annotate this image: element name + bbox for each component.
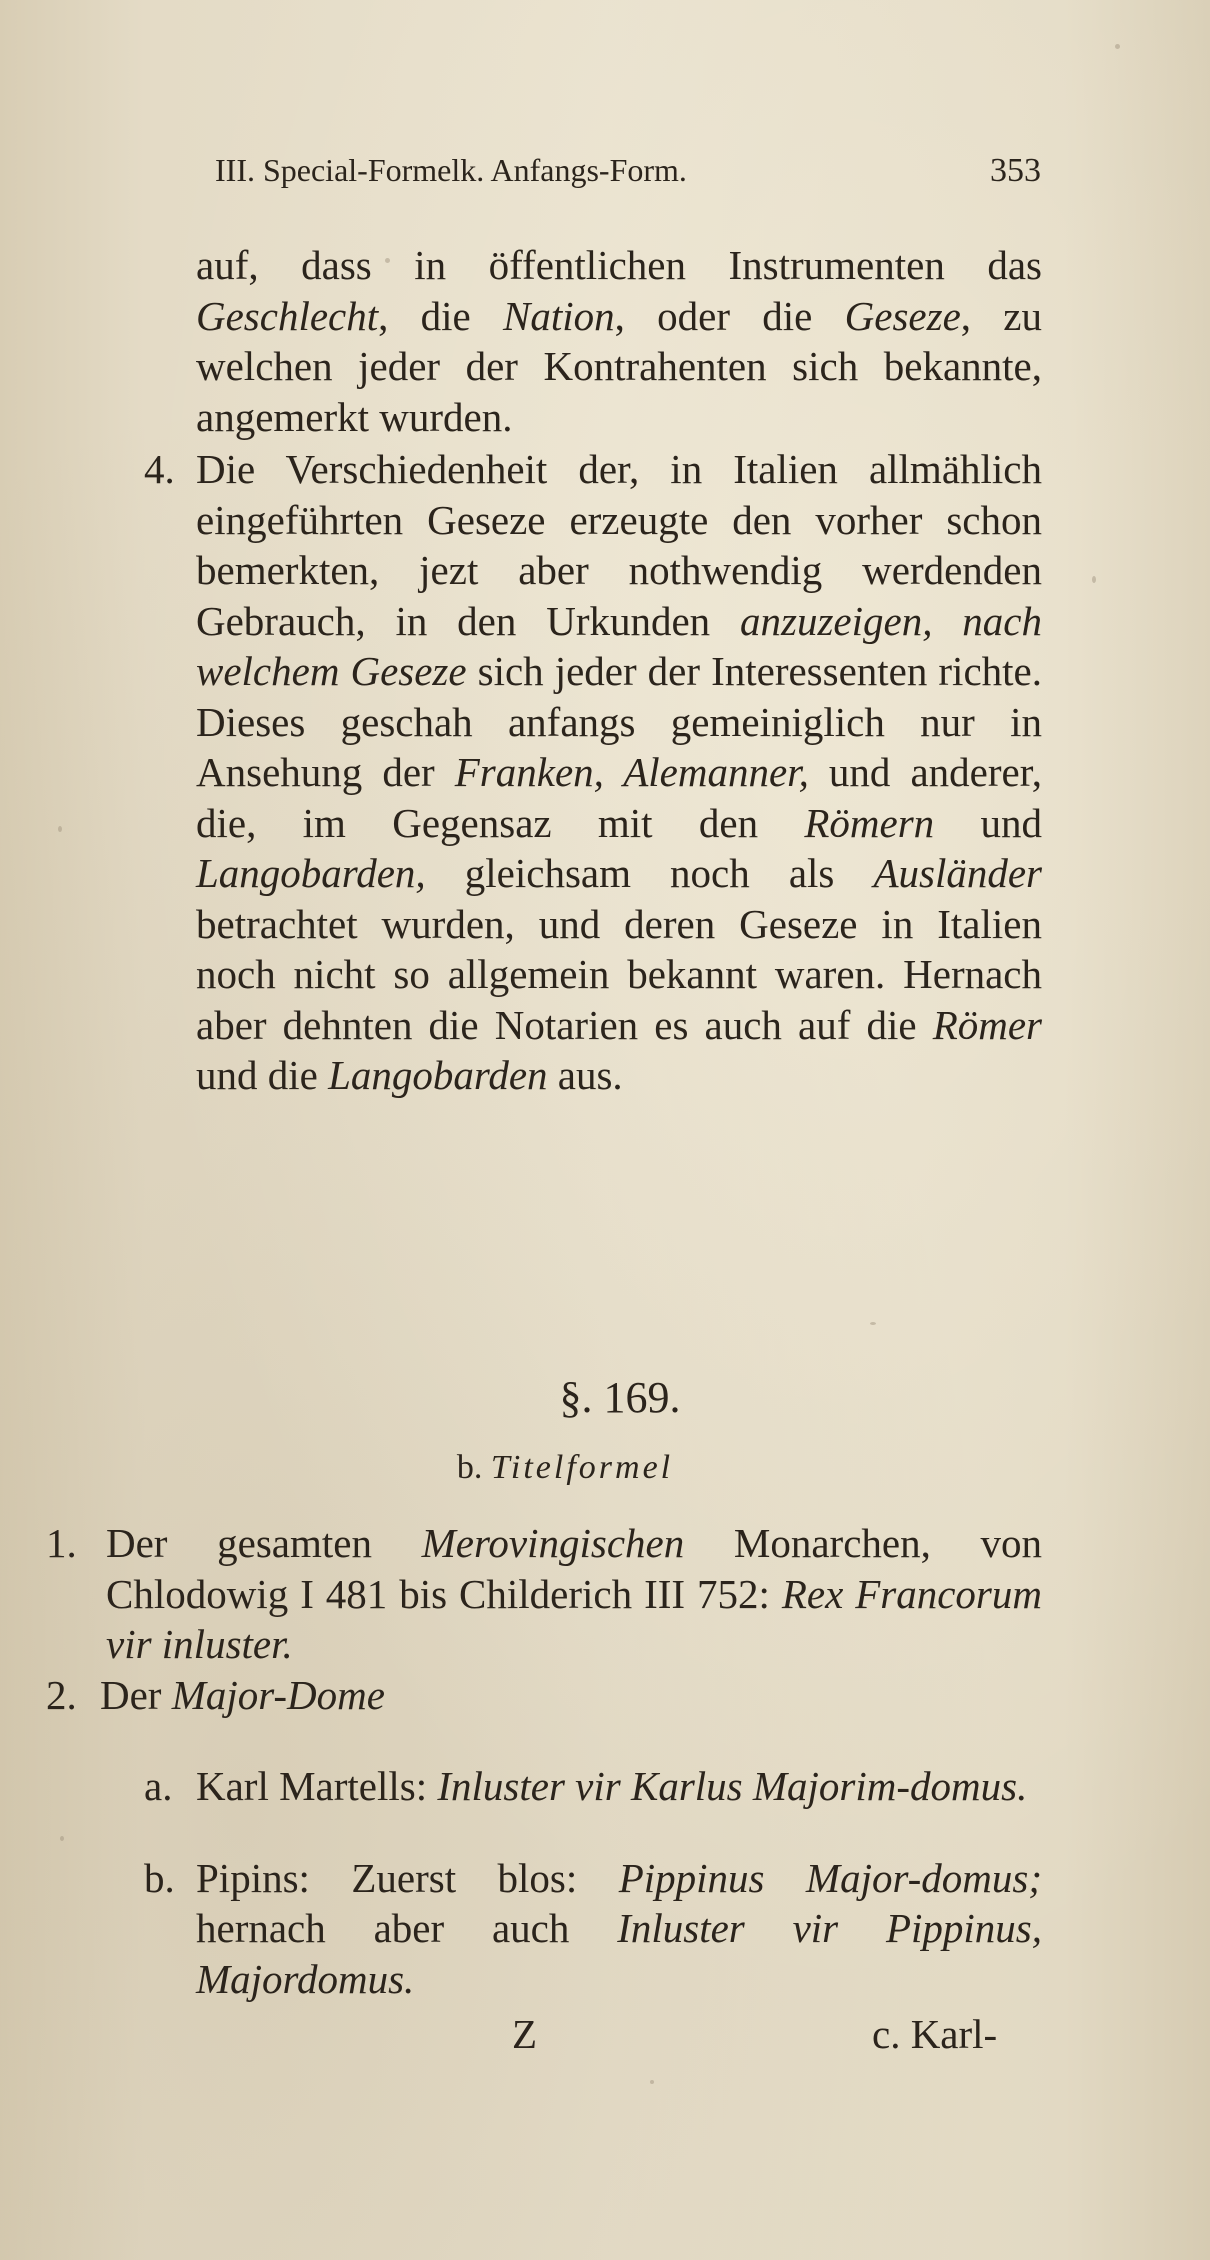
list-subitem-b: b. Pipins: Zuerst blos: Pippinus Major-domus; hernach aber auch Inluster vir Pippinus, Majordomus.: [144, 1854, 1042, 2002]
paragraph-number: 4.: [144, 446, 175, 492]
list-marker: a.: [144, 1763, 173, 1809]
emphasis-major-dome: Major-Dome: [171, 1671, 385, 1718]
paper-speck: [870, 1322, 876, 1325]
emphasis-auslaender: Ausländer: [873, 850, 1042, 896]
formula-karl-martell: Inluster vir Karlus Majorim-domus.: [437, 1763, 1028, 1809]
emphasis-franken: Franken, Alemanner,: [454, 749, 809, 795]
section-title: [0, 1449, 1210, 1487]
emphasis-roemer: Römer: [932, 1001, 1042, 1048]
paper-speck: [1092, 576, 1096, 583]
emphasis-anzuzeigen: anzuzeigen, nach welchem Geseze: [196, 597, 1042, 694]
formula-rex-francorum: Rex Francorum vir inluster.: [106, 1570, 1042, 1667]
section-letter: b.: [456, 1449, 483, 1486]
paper-speck: [1115, 44, 1120, 49]
list-marker: 2.: [46, 1671, 77, 1718]
paper-speck: [60, 1836, 64, 1841]
list-marker: b.: [144, 1854, 175, 1901]
emphasis-langobarden-2: Langobarden: [328, 1052, 548, 1098]
section-number: §. 169.: [559, 1373, 681, 1422]
signature-mark: Z: [512, 2011, 538, 2057]
list-subitem-a: a. Karl Martells: Inluster vir Karlus Majorim-domus.: [144, 1761, 1042, 1812]
paper-speck: [650, 2080, 654, 2084]
emphasis-merovingischen: Merovingischen: [421, 1520, 685, 1566]
running-header: [205, 152, 1045, 196]
list-marker: 1.: [46, 1520, 77, 1566]
numbered-paragraph-4: 4. Die Verschiedenheit der, in Italien allmählich eingeführten Geseze erzeugte den vorher schon bemerkten, jezt aber nothwendig werdenden Gebrauch, in den Urkunden anzuzeigen, nach welchem Geseze sich jeder der Interessenten richte. Dieses geschah anfangs gemeiniglich nur in Ansehung der Franken, Alemanner, und anderer, die, im Gegensaz mit den Römern und Langobarden, gleichsam noch als Ausländer betrachtet wurden, und deren Geseze in Italien noch nicht so allgemein bekannt waren. Hernach aber dehnten die Notarien es auch auf die Römer und die Langobarden aus.: [144, 446, 1042, 1098]
emphasis-nation: Nation: [503, 292, 615, 339]
list-item-1: 1. Der gesamten Merovingischen Monarchen, von Chlodowig I 481 bis Childerich III 752: Rex Francorum vir inluster.: [46, 1520, 1042, 1667]
title-formula-list: [46, 1518, 1042, 2045]
emphasis-geseze: Geseze: [844, 292, 961, 339]
section-title-text: Titelformel: [490, 1449, 674, 1486]
emphasis-roemern: Römern: [804, 799, 935, 846]
emphasis-langobarden: Langobarden,: [196, 850, 426, 896]
page-number: 353: [990, 152, 1041, 189]
formula-pippinus-2: Inluster vir Pippinus, Majordomus.: [196, 1905, 1042, 2002]
paper-speck: [58, 826, 62, 832]
running-title: III. Special-Formelk. Anfangs-Form.: [215, 152, 687, 188]
continuation-paragraph: auf, dass in öffentlichen Instrumenten das Geschlecht, die Nation, oder die Geseze, zu welchen jeder der Kontrahenten sich bekannte, angemerkt wurden.: [196, 242, 1042, 440]
body-text: [144, 240, 1042, 1101]
emphasis-geschlecht: Geschlecht: [196, 292, 379, 339]
formula-pippinus-1: Pippinus Major-domus;: [618, 1854, 1042, 1901]
catchword: c. Karl-: [872, 2011, 998, 2057]
list-item-2: 2. Der Major-Dome: [90, 1670, 1042, 1721]
